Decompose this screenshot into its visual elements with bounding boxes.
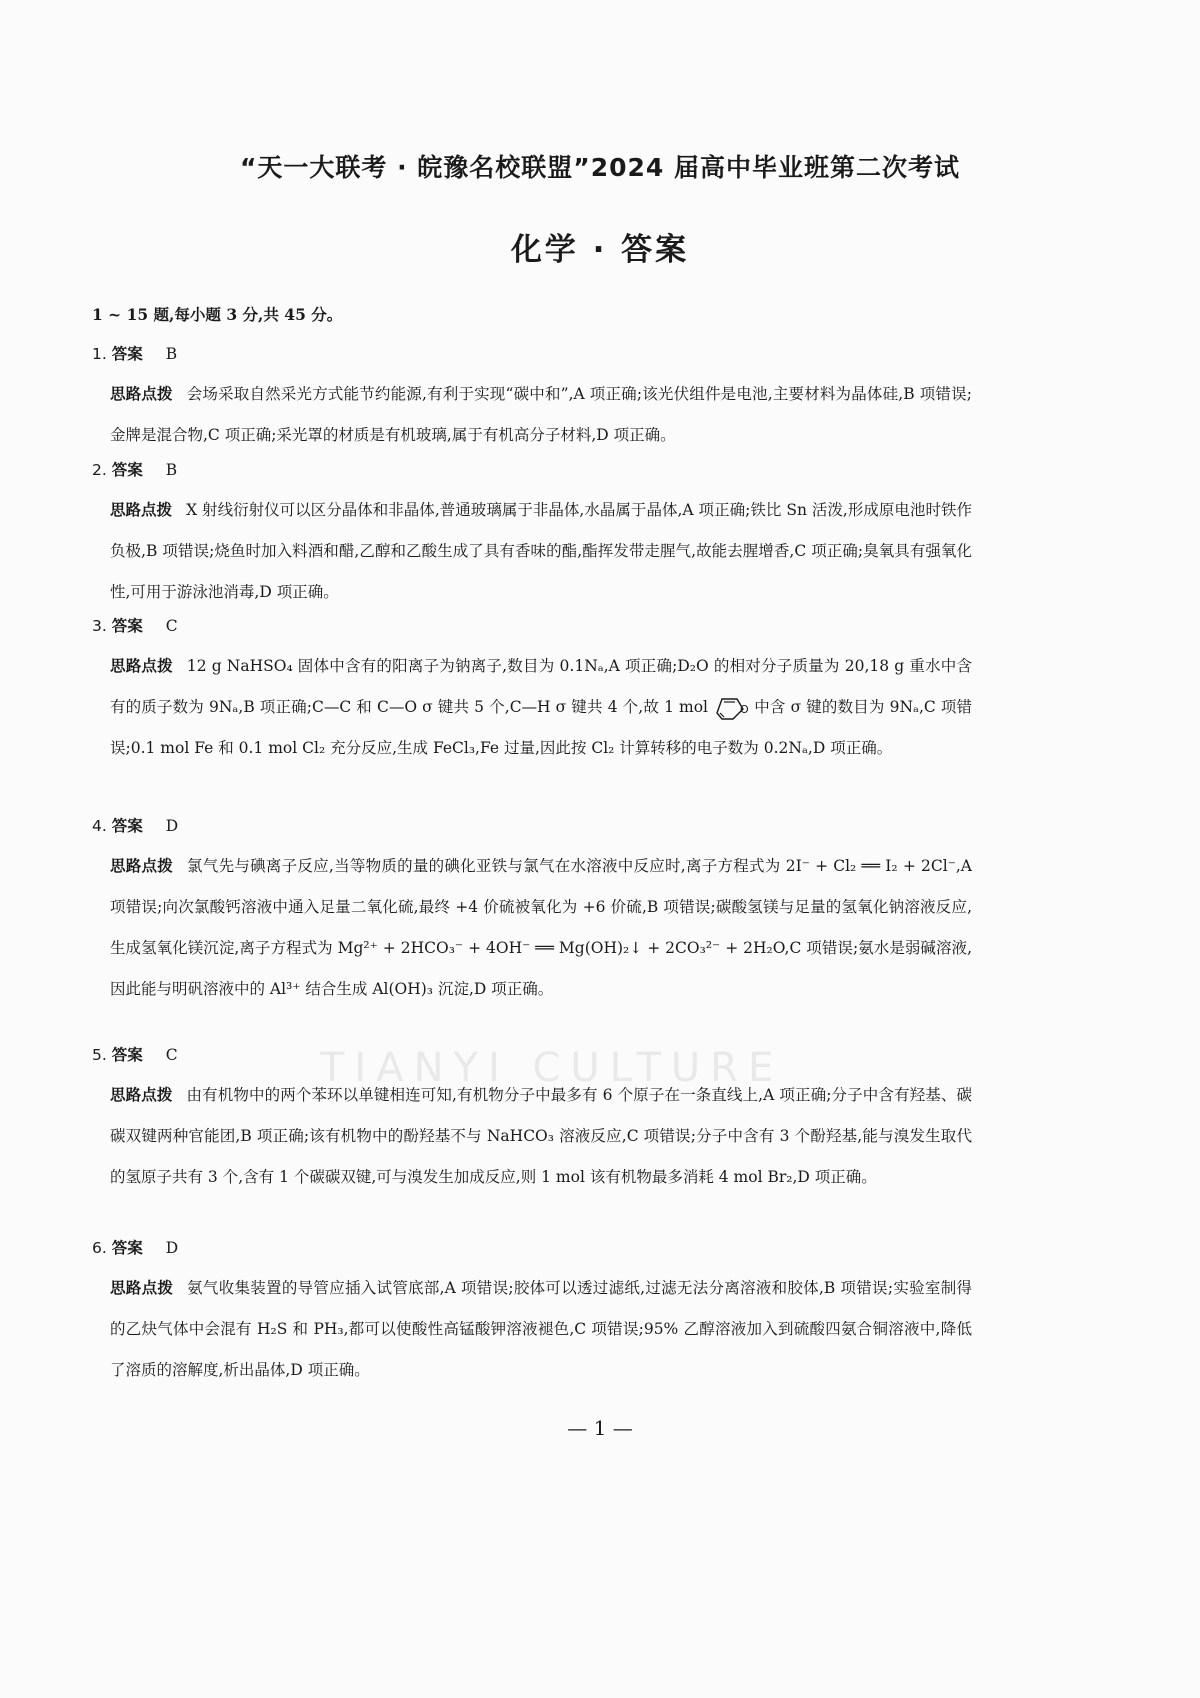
hint-label: 思路点拨: [110, 857, 174, 875]
question-explanation: [92, 1268, 972, 1391]
svg-text:O: O: [740, 703, 749, 716]
answer-label: 答案: [111, 345, 143, 363]
question-explanation: [92, 846, 972, 1010]
question-number: 4.: [92, 817, 107, 835]
page-number: — 1 —: [567, 1416, 633, 1440]
question-header: [92, 458, 972, 480]
question-number: 3.: [92, 617, 107, 635]
question-4: [92, 814, 972, 1010]
hint-label: 思路点拨: [110, 657, 173, 675]
hint-label: 思路点拨: [110, 385, 173, 403]
question-header: [92, 614, 972, 636]
question-2: [92, 458, 972, 613]
explanation-text: 由有机物中的两个苯环以单键相连可知,有机物分子中最多有 6 个原子在一条直线上,A 项正确;分子中含有羟基、碳碳双键两种官能团,B 项正确;该有机物中的酚羟基不与 NaHCO₃ 溶液反应,C 项错误;分子中含有 3 个酚羟基,能与溴发生取代的氢原子共有 3 个,含有 1 个碳碳双键,可与溴发生加成反应,则 1 mol 该有机物最多消耗 4 mol Br₂,D 项正确。: [110, 1086, 972, 1186]
hint-label: 思路点拨: [110, 501, 173, 519]
question-explanation: [92, 1075, 972, 1198]
answer-value: C: [165, 1046, 178, 1064]
answer-label: 答案: [111, 461, 143, 479]
question-5: [92, 1043, 972, 1198]
explanation-text: 氯气先与碘离子反应,当等物质的量的碘化亚铁与氯气在水溶液中反应时,离子方程式为 2I⁻ + Cl₂ ══ I₂ + 2Cl⁻,A 项错误;向次氯酸钙溶液中通入足量二氧化硫,最终 +4 价硫被氧化为 +6 价硫,B 项错误;碳酸氢镁与足量的氢氧化钠溶液反应,生成氢氧化镁沉淀,离子方程式为 Mg²⁺ + 2HCO₃⁻ + 4OH⁻ ══ Mg(OH)₂↓ + 2CO₃²⁻ + 2H₂O,C 项错误;氨水是弱碱溶液,因此能与明矾溶液中的 Al³⁺ 结合生成 Al(OH)₃ 沉淀,D 项正确。: [110, 857, 972, 998]
answer-label: 答案: [111, 617, 143, 635]
answer-label: 答案: [111, 1046, 143, 1064]
furan-structure-icon: [713, 693, 749, 723]
question-6: [92, 1236, 972, 1391]
answer-value: B: [165, 461, 178, 479]
explanation-text: 会场采取自然采光方式能节约能源,有利于实现“碳中和”,A 项正确;该光伏组件是电池,主要材料为晶体硅,B 项错误;金牌是混合物,C 项正确;采光罩的材质是有机玻璃,属于有机高分子材料,D 项正确。: [110, 385, 972, 444]
hint-label: 思路点拨: [110, 1086, 173, 1104]
scoring-intro: 1 ~ 15 题,每小题 3 分,共 45 分。: [92, 305, 343, 324]
question-header: [92, 342, 972, 364]
hint-label: 思路点拨: [110, 1279, 174, 1297]
question-number: 6.: [92, 1239, 107, 1257]
explanation-text-a: 12 g NaHSO₄ 固体中含有的阳离子为钠离子,数目为 0.1Nₐ,A 项正确;D₂O 的相对分子质量为 20,18 g 重水中含有的质子数为 9Nₐ,B 项正确;C—C 和 C—O σ 键共 5 个,C—H σ 键共 4 个,故 1 mol: [110, 657, 972, 716]
answer-value: B: [165, 345, 178, 363]
page-title: “天一大联考 · 皖豫名校联盟”2024 届高中毕业班第二次考试: [239, 153, 961, 182]
explanation-text: 氨气收集装置的导管应插入试管底部,A 项错误;胶体可以透过滤纸,过滤无法分离溶液和胶体,B 项错误;实验室制得的乙炔气体中会混有 H₂S 和 PH₃,都可以使酸性高锰酸钾溶液褪色,C 项错误;95% 乙醇溶液加入到硫酸四氨合铜溶液中,降低了溶质的溶解度,析出晶体,D 项正确。: [110, 1279, 972, 1379]
watermark: TIANYI CULTURE: [320, 1045, 784, 1091]
answer-value: D: [165, 817, 179, 835]
question-3: [92, 614, 972, 769]
question-1: [92, 342, 972, 456]
question-explanation: [92, 374, 972, 456]
question-explanation: [92, 646, 972, 769]
answer-label: 答案: [111, 1239, 143, 1257]
question-explanation: [92, 490, 972, 613]
question-number: 2.: [92, 461, 107, 479]
explanation-text: X 射线衍射仪可以区分晶体和非晶体,普通玻璃属于非晶体,水晶属于晶体,A 项正确;铁比 Sn 活泼,形成原电池时铁作负极,B 项错误;烧鱼时加入料酒和醋,乙醇和乙酸生成了具有香味的酯,酯挥发带走腥气,故能去腥增香,C 项正确;臭氧具有强氧化性,可用于游泳池消毒,D 项正确。: [110, 501, 972, 601]
answer-value: D: [165, 1239, 179, 1257]
page-subtitle: 化学 · 答案: [510, 232, 690, 268]
question-header: [92, 1043, 972, 1065]
explanation-text-b: 中含 σ 键的数目为 9Nₐ,C 项错误;0.1 mol Fe 和 0.1 mol Cl₂ 充分反应,生成 FeCl₃,Fe 过量,因此按 Cl₂ 计算转移的电子数为 0.2Nₐ,D 项正确。: [110, 698, 973, 757]
question-number: 5.: [92, 1046, 107, 1064]
answer-value: C: [165, 617, 178, 635]
question-header: [92, 814, 972, 836]
question-header: [92, 1236, 972, 1258]
question-number: 1.: [92, 345, 107, 363]
answer-label: 答案: [111, 817, 143, 835]
